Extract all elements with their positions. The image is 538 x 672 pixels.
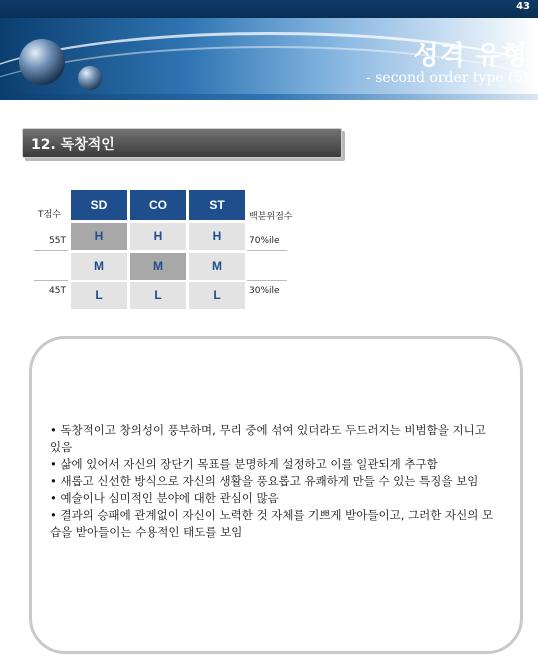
percentile-header: 백분위점수 bbox=[249, 212, 293, 222]
table-cell: H bbox=[130, 223, 186, 250]
table-cell: M bbox=[71, 253, 127, 280]
divider bbox=[34, 250, 68, 251]
globe-icon bbox=[78, 66, 102, 90]
column-header: CO bbox=[130, 190, 186, 220]
column-header: ST bbox=[189, 190, 245, 220]
bullet-item: • 예술이나 심미적인 분야에 대한 관심이 많음 bbox=[50, 491, 279, 505]
table-cell: L bbox=[71, 282, 127, 309]
page-title: 성격 유형 bbox=[413, 41, 528, 71]
bullet-item: • 새롭고 신선한 방식으로 자신의 생활을 풍요롭고 유쾌하게 만들 수 있는 특징을 보임 bbox=[50, 474, 479, 488]
table-cell: H bbox=[71, 223, 127, 250]
table-cell: M bbox=[189, 253, 245, 280]
table-cell: H bbox=[189, 223, 245, 250]
row-t-score: 55T bbox=[49, 236, 66, 246]
header-band bbox=[0, 18, 538, 100]
section-tab bbox=[22, 128, 342, 158]
divider bbox=[247, 280, 287, 281]
page-number: 43 bbox=[516, 1, 530, 12]
row-t-score: 45T bbox=[49, 286, 66, 296]
divider bbox=[247, 250, 287, 251]
section-label: 12. 독창적인 bbox=[31, 137, 115, 153]
bullet-item: • 결과의 승패에 관계없이 자신이 노력한 것 자체를 기쁘게 받아들이고, 그러한 자신의 모습을 받아들이는 수용적인 태도를 보임 bbox=[50, 508, 494, 539]
t-score-header: T점수 bbox=[38, 210, 61, 220]
divider bbox=[34, 280, 68, 281]
column-header: SD bbox=[71, 190, 127, 220]
bullet-item: • 독창적이고 창의성이 풍부하며, 무리 중에 섞여 있더라도 두드러지는 비범함을 지니고 있음 bbox=[50, 423, 486, 454]
bullet-item: • 삶에 있어서 자신의 장단기 목표를 분명하게 설정하고 이를 일관되게 추구함 bbox=[50, 457, 438, 471]
table-cell: L bbox=[130, 282, 186, 309]
page-subtitle: - second order type (5) bbox=[366, 70, 528, 86]
bullet-list bbox=[50, 422, 500, 541]
top-bar bbox=[0, 0, 538, 18]
globe-icon bbox=[19, 39, 65, 85]
row-percentile: 70%ile bbox=[249, 236, 280, 246]
row-percentile: 30%ile bbox=[249, 286, 280, 296]
table-cell: M bbox=[130, 253, 186, 280]
table-cell: L bbox=[189, 282, 245, 309]
